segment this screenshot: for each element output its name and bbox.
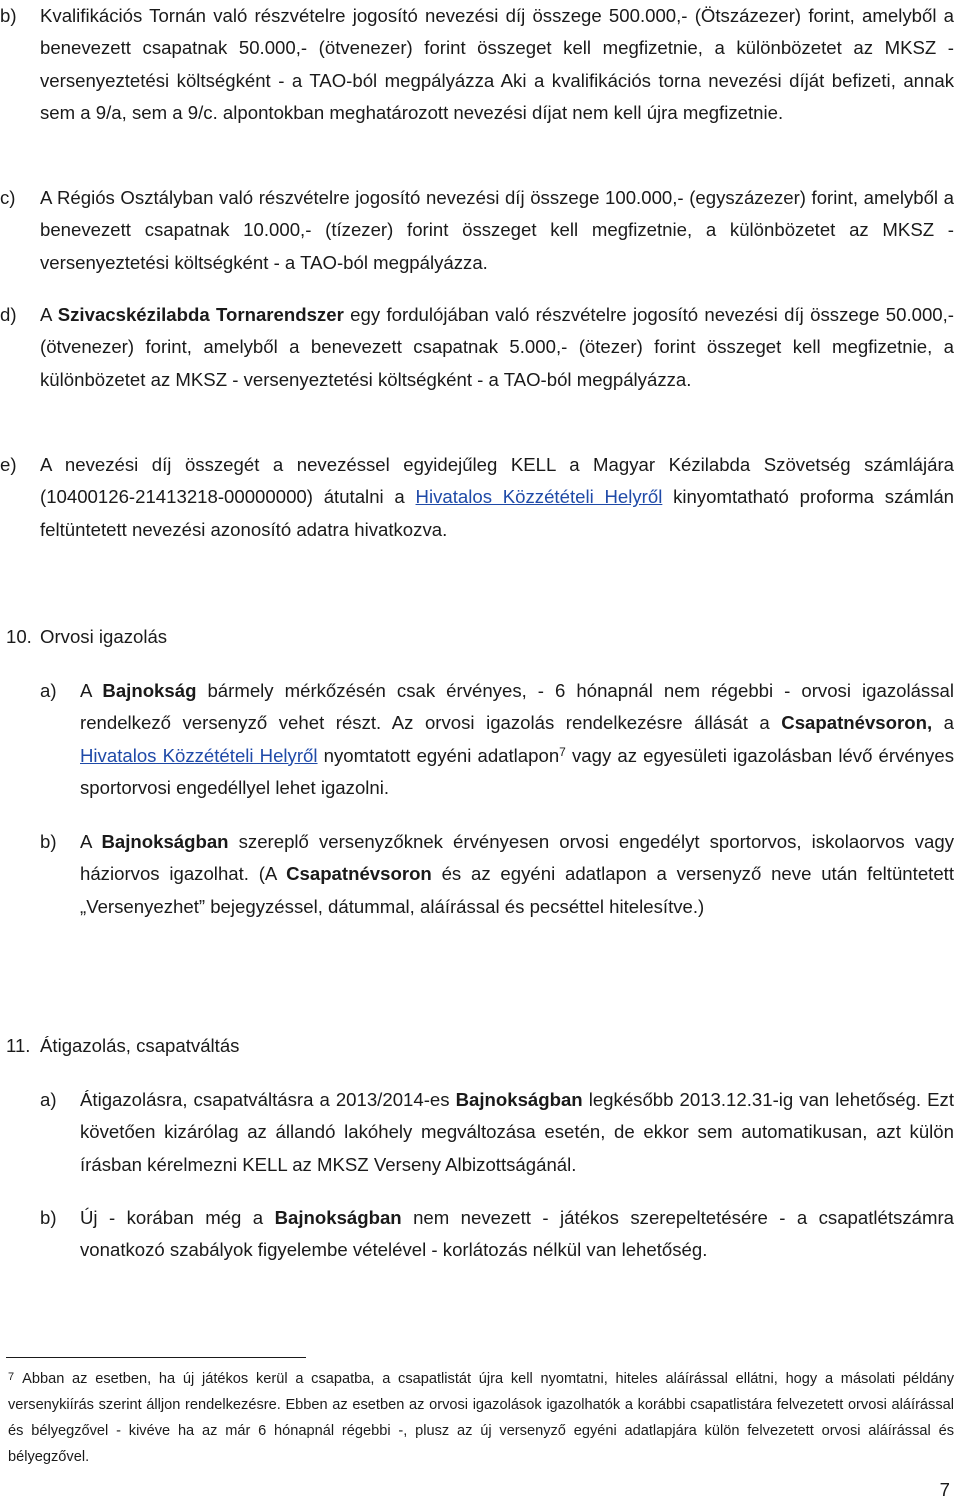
item-label: a) bbox=[40, 680, 57, 701]
bold-term: Szivacskézilabda Tornarendszer bbox=[57, 304, 344, 325]
bold-term: Csapatnévsoron bbox=[286, 863, 432, 885]
item-9d bbox=[0, 299, 954, 396]
hivatalos-link[interactable]: Hivatalos Közzétételi Helyről bbox=[415, 486, 663, 508]
item-label: c) bbox=[0, 187, 16, 208]
item-9b bbox=[0, 0, 954, 129]
footnote-ref[interactable]: 7 bbox=[559, 744, 566, 759]
item-9c bbox=[0, 182, 954, 279]
item-text: Új - korában még a Bajnokságban nem nevezett - játékos szerepeltetésére - a csapatlétszámra vonatkozó szabályok figyelembe vételével - korlátozás nélkül van lehetőség. bbox=[80, 1207, 954, 1261]
item-text: A Szivacskézilabda Tornarendszer egy fordulójában való részvételre jogosító nevezési díj összege 50.000,- (ötvenezer) forint, amelyből a benevezett csapatnak 5.000,- (ötezer) forint összeget kell megfizetnie, a különbözetet az MKSZ - versenyeztetési költségként - a TAO-ból megpályázza. bbox=[40, 304, 954, 390]
item-text: A nevezési díj összegét a nevezéssel egyidejűleg KELL a Magyar Kézilabda Szövetség számlájára (10400126-21413218-00000000) átutalni a Hivatalos Közzétételi Helyről kinyomtatható proforma számlán feltüntetett nevezési azonosító adatra hivatkozva. bbox=[40, 454, 955, 540]
page-number: 7 bbox=[939, 1479, 950, 1500]
section-heading-11 bbox=[6, 1030, 239, 1062]
section-title: Átigazolás, csapatváltás bbox=[40, 1035, 240, 1056]
bold-term: Bajnokságban bbox=[274, 1207, 402, 1228]
item-text: A Bajnokság bármely mérkőzésén csak érvényes, - 6 hónapnál nem régebbi - orvosi igazolással rendelkező versenyző vehet részt. Az orvosi igazolás rendelkezésre állását a Csapatnévsoron, a Hivatalos Közzétételi Helyről nyomtatott egyéni adatlapon$^7$ vagy az egyesületi igazolásban lévő érvényes sportorvosi engedéllyel lehet igazolni. bbox=[80, 680, 954, 798]
bold-term: Bajnokságban bbox=[455, 1089, 583, 1110]
bold-term: Csapatnévsoron, bbox=[781, 712, 933, 734]
item-label: d) bbox=[0, 304, 17, 325]
item-text: Kvalifikációs Tornán való részvételre jogosító nevezési díj összege 500.000,- (Ötszázezer) forint, amelyből a benevezett csapatnak 50.000,- (ötvenezer) forint összeget kell megfizetnie, a különbözetet az MKSZ - versenyeztetési költségként - a TAO-ból megpályázza Aki a kvalifikációs torna nevezési díját befizeti, annak sem a 9/a, sem a 9/c. alpontokban meghatározott nevezési díjat nem kell újra megfizetnie. bbox=[40, 5, 954, 123]
item-11a bbox=[40, 1084, 954, 1181]
item-text: Átigazolásra, csapatváltásra a 2013/2014-es Bajnokságban legkésőbb 2013.12.31-ig van lehetőség. Ezt követően kizárólag az állandó lakóhely megváltozása esetén, de ekkor sem automatikusan, azt külön írásban kérelmezni KELL az MKSZ Verseny Albizottságánál. bbox=[80, 1089, 954, 1175]
section-number: 11. bbox=[6, 1035, 31, 1056]
item-label: b) bbox=[40, 831, 57, 852]
item-9e bbox=[0, 449, 955, 546]
item-10a bbox=[40, 675, 954, 804]
bold-term: Bajnokságban bbox=[101, 831, 229, 852]
item-label: b) bbox=[40, 1207, 57, 1228]
item-text: A Régiós Osztályban való részvételre jogosító nevezési díj összege 100.000,- (egyszázezer) forint, amelyből a benevezett csapatnak 10.000,- (tízezer) forint összeget kell megfizetnie, a különbözetet az MKSZ - versenyeztetési költségként - a TAO-ból megpályázza. bbox=[40, 187, 954, 273]
item-label: a) bbox=[40, 1089, 57, 1110]
item-11b bbox=[40, 1202, 954, 1267]
item-label: e) bbox=[0, 454, 17, 475]
item-10b bbox=[40, 826, 954, 923]
section-number: 10. bbox=[6, 626, 32, 647]
section-title: Orvosi igazolás bbox=[40, 626, 168, 647]
hivatalos-link[interactable]: Hivatalos Közzétételi Helyről bbox=[80, 744, 318, 766]
footnote-marker: 7 bbox=[8, 1371, 15, 1383]
section-heading-10 bbox=[6, 621, 167, 653]
bold-term: Bajnokság bbox=[102, 680, 197, 701]
footnote-text: Abban az esetben, ha új játékos kerül a csapatba, a csapatlistát újra kell nyomtatni, hiteles aláírással ellátni, hogy a másolati példány versenykiírás szerint álljon rendelkezésre. Ebben az esetben az orvosi igazolások igazolhatók a korábbi csapatlistára felvezetett orvosi aláírással és bélyegzővel - kivéve ha az már 6 hónapnál régebbi -, plusz az új versenyző egyéni adatlapjára külön felvezetett orvosi aláírással és bélyegzővel. bbox=[8, 1371, 954, 1465]
item-text: A Bajnokságban szereplő versenyzőknek érvényesen orvosi engedélyt sportorvos, iskolaorvos vagy háziorvos igazolhat. (A Csapatnévsoron és az egyéni adatlapon a versenyző neve után feltüntetett „Versenyezhet” bejegyzéssel, dátummal, aláírással és pecséttel hitelesítve.) bbox=[80, 831, 954, 917]
item-label: b) bbox=[0, 5, 17, 26]
footnote-separator bbox=[6, 1357, 306, 1358]
footnote bbox=[8, 1366, 954, 1470]
